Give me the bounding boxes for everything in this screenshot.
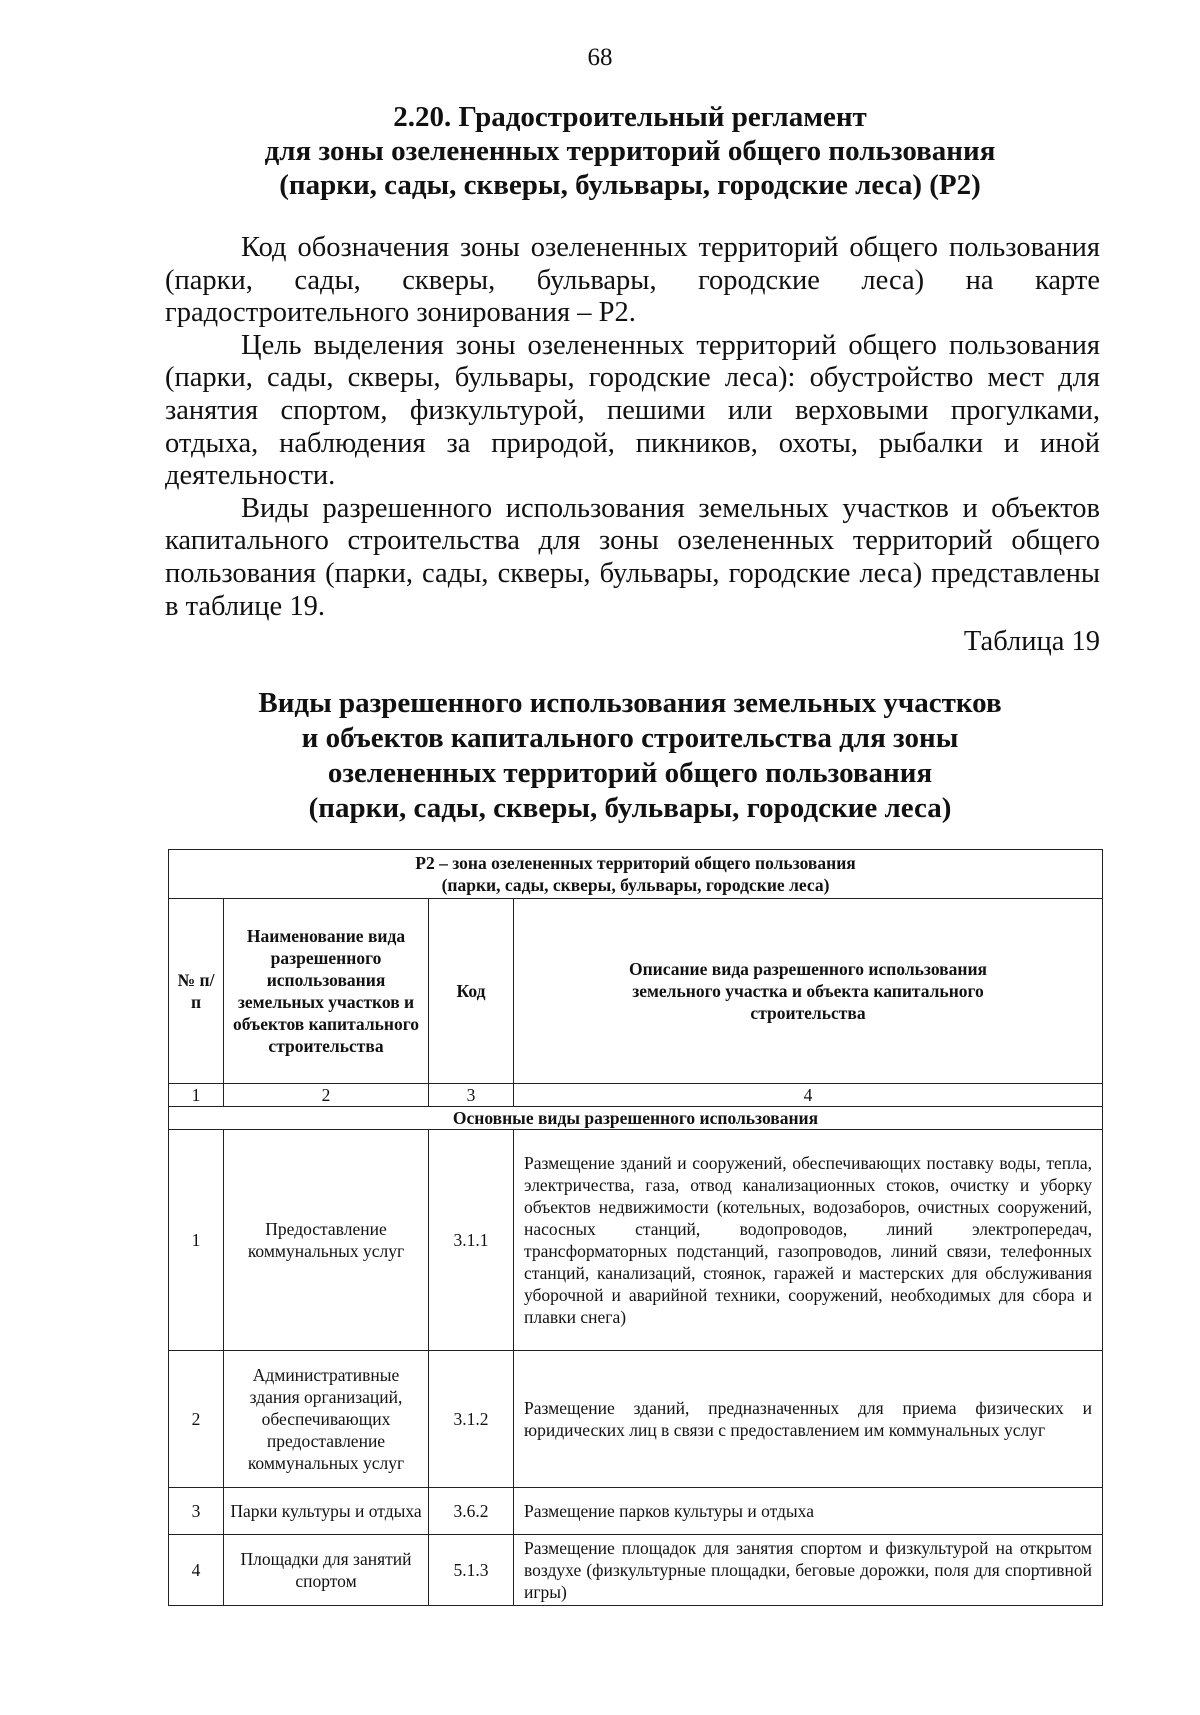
section-heading-line: 2.20. Градостроительный регламент	[393, 101, 867, 133]
paragraph-table-reference: Виды разрешенного использования земельных участков и объектов капитального строительства для зоны озелененных территорий общего пользования (парки, сады, скверы, бульвары, городские леса) представлены в таблице 19.	[165, 492, 1100, 622]
section-heading-line: для зоны озелененных территорий общего пользования	[264, 135, 996, 167]
row-code: 3.6.2	[429, 1488, 514, 1535]
section-heading	[150, 100, 1110, 202]
group-label: Основные виды разрешенного использования	[169, 1107, 1103, 1130]
page-number: 68	[587, 44, 613, 71]
table-row	[169, 1351, 1103, 1488]
row-name: Площадки для занятий спортом	[224, 1535, 429, 1606]
row-name: Административные здания организаций, обеспечивающих предоставление коммунальных услуг	[224, 1351, 429, 1488]
col-header-name: Наименование вида разрешенного использования земельных участков и объектов капитального строительства	[224, 899, 429, 1084]
column-header-row	[169, 899, 1103, 1084]
zone-header-line: Р2 – зона озелененных территорий общего пользования	[415, 853, 856, 873]
row-number: 2	[169, 1351, 224, 1488]
table-title	[150, 686, 1110, 826]
col-header-num: № п/п	[169, 899, 224, 1084]
col-number: 4	[514, 1084, 1103, 1107]
zone-header-cell	[169, 850, 1103, 899]
zone-header-row	[169, 850, 1103, 899]
section-heading-line: (парки, сады, скверы, бульвары, городские леса) (Р2)	[279, 169, 981, 201]
row-number: 4	[169, 1535, 224, 1606]
row-code: 3.1.1	[429, 1130, 514, 1351]
row-description: Размещение площадок для занятия спортом и физкультурой на открытом воздухе (физкультурные площадки, беговые дорожки, поля для спортивной игры)	[514, 1535, 1103, 1606]
table-row	[169, 1488, 1103, 1535]
col-header-description: Описание вида разрешенного использования земельного участка и объекта капитального строительства	[514, 899, 1103, 1084]
group-row	[169, 1107, 1103, 1130]
table-row	[169, 1535, 1103, 1606]
row-code: 5.1.3	[429, 1535, 514, 1606]
table-title-line: (парки, сады, скверы, бульвары, городские леса)	[308, 792, 952, 824]
row-description: Размещение зданий и сооружений, обеспечивающих поставку воды, тепла, электричества, газа, отвод канализационных стоков, очистку и уборку объектов недвижимости (котельных, водозаборов, очистных сооружений, насосных станций, водопроводов, линий электропередач, трансформаторных подстанций, газопроводов, линий связи, телефонных станций, канализаций, стоянок, гаражей и мастерских для обслуживания уборочной и аварийной техники, сооружений, необходимых для сбора и плавки снега)	[514, 1130, 1103, 1351]
land-use-table	[168, 849, 1103, 1606]
col-number: 2	[224, 1084, 429, 1107]
paragraph-zone-code: Код обозначения зоны озелененных территорий общего пользования (парки, сады, скверы, бульвары, городские леса) на карте градостроительного зонирования – Р2.	[165, 232, 1100, 329]
col-number: 3	[429, 1084, 514, 1107]
table-title-line: озелененных территорий общего пользования	[327, 757, 933, 789]
paragraph-zone-purpose: Цель выделения зоны озелененных территорий общего пользования (парки, сады, скверы, бульвары, городские леса): обустройство мест для занятия спортом, физкультурой, пешими или верховыми прогулками, отдыха, наблюдения за природой, пикников, охоты, рыбалки и иной деятельности.	[165, 329, 1100, 492]
col-header-code: Код	[429, 899, 514, 1084]
row-name: Предоставление коммунальных услуг	[224, 1130, 429, 1351]
table-number: Таблица 19	[963, 626, 1100, 657]
table-title-line: и объектов капитального строительства для зоны	[301, 722, 959, 754]
row-description: Размещение парков культуры и отдыха	[514, 1488, 1103, 1535]
table-row	[169, 1130, 1103, 1351]
table-title-line: Виды разрешенного использования земельных участков	[258, 687, 1002, 719]
row-description: Размещение зданий, предназначенных для приема физических и юридических лиц в связи с предоставлением им коммунальных услуг	[514, 1351, 1103, 1488]
zone-header-line: (парки, сады, скверы, бульвары, городские леса)	[441, 875, 830, 895]
row-code: 3.1.2	[429, 1351, 514, 1488]
row-name: Парки культуры и отдыха	[224, 1488, 429, 1535]
row-number: 3	[169, 1488, 224, 1535]
col-number: 1	[169, 1084, 224, 1107]
row-number: 1	[169, 1130, 224, 1351]
body-text	[165, 232, 1100, 623]
column-number-row	[169, 1084, 1103, 1107]
